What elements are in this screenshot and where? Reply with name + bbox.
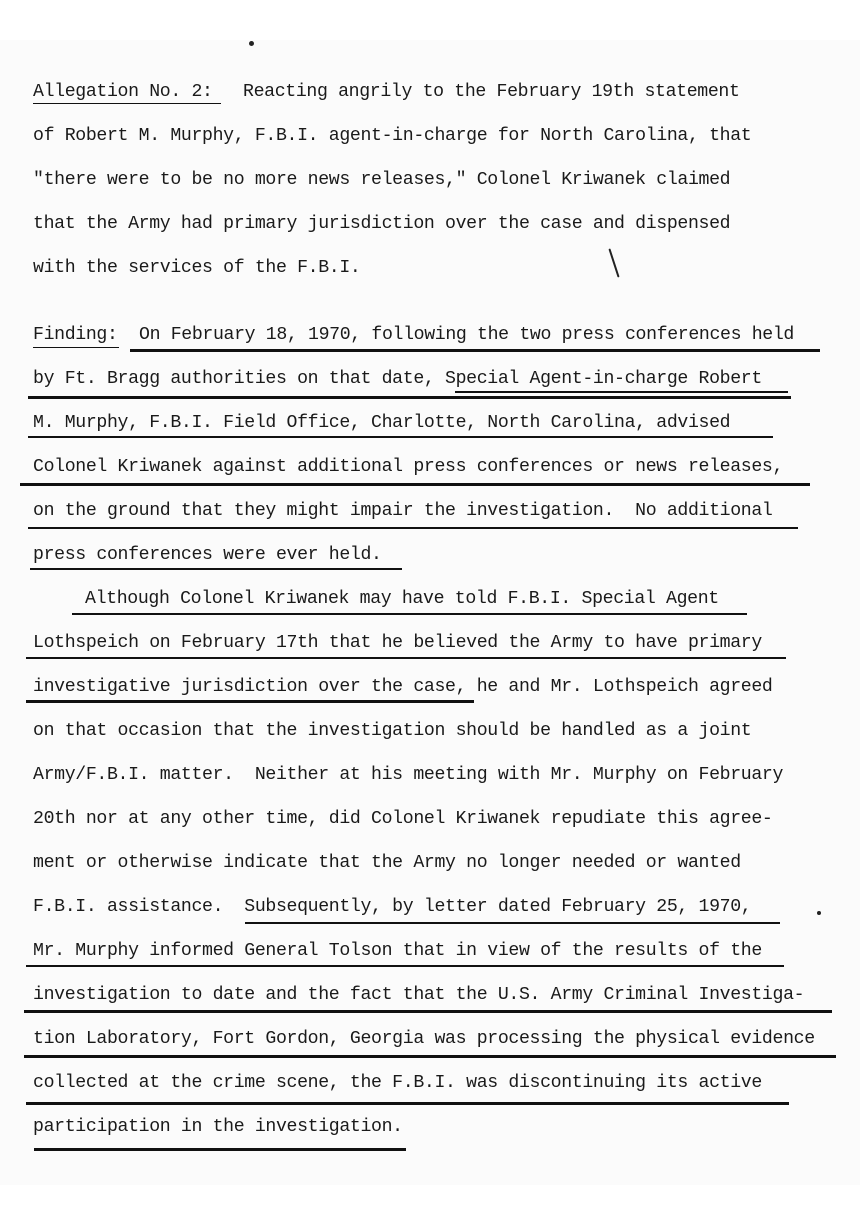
allegation-line-2: of Robert M. Murphy, F.B.I. agent-in-charge for North Carolina, that xyxy=(33,126,752,146)
finding-label: Finding: xyxy=(33,325,118,345)
paragraph2-line-9: Mr. Murphy informed General Tolson that in view of the results of the xyxy=(33,941,762,961)
handwritten-underline xyxy=(24,1010,832,1013)
handwritten-underline xyxy=(28,527,798,529)
handwritten-underline xyxy=(24,1055,836,1058)
allegation-line-1: Reacting angrily to the February 19th statement xyxy=(243,82,740,102)
paragraph2-line-3: investigative jurisdiction over the case, he and Mr. Lothspeich agreed xyxy=(33,677,773,697)
paragraph2-line-13: participation in the investigation. xyxy=(33,1117,403,1137)
paragraph2-line-1: Although Colonel Kriwanek may have told F.B.I. Special Agent xyxy=(85,589,719,609)
paragraph2-line-2: Lothspeich on February 17th that he believed the Army to have primary xyxy=(33,633,762,653)
paragraph2-line-12: collected at the crime scene, the F.B.I. was discontinuing its active xyxy=(33,1073,762,1093)
finding-line-1: On February 18, 1970, following the two press conferences held xyxy=(139,325,794,345)
allegation-label: Allegation No. 2: xyxy=(33,82,213,102)
allegation-line-5: with the services of the F.B.I. xyxy=(33,258,361,278)
handwritten-underline xyxy=(26,657,786,659)
handwritten-underline xyxy=(245,922,780,924)
paragraph2-line-5: Army/F.B.I. matter. Neither at his meeting with Mr. Murphy on February xyxy=(33,765,784,785)
paragraph2-line-11: tion Laboratory, Fort Gordon, Georgia was processing the physical evidence xyxy=(33,1029,815,1049)
finding-line-2: by Ft. Bragg authorities on that date, Special Agent-in-charge Robert xyxy=(33,369,762,389)
allegation-line-3: "there were to be no more news releases," Colonel Kriwanek claimed xyxy=(33,170,731,190)
finding-line-5: on the ground that they might impair the investigation. No additional xyxy=(33,501,773,521)
paragraph2-line-8: F.B.I. assistance. Subsequently, by letter dated February 25, 1970, xyxy=(33,897,752,917)
paragraph2-line-4: on that occasion that the investigation should be handled as a joint xyxy=(33,721,752,741)
handwritten-underline xyxy=(28,396,791,399)
finding-line-3: M. Murphy, F.B.I. Field Office, Charlotte, North Carolina, advised xyxy=(33,413,731,433)
paragraph2-line-6: 20th nor at any other time, did Colonel Kriwanek repudiate this agree- xyxy=(33,809,773,829)
allegation-line-4: that the Army had primary jurisdiction over the case and dispensed xyxy=(33,214,731,234)
handwritten-underline xyxy=(130,349,820,352)
finding-label-underline xyxy=(33,347,119,348)
finding-line-4: Colonel Kriwanek against additional press conferences or news releases, xyxy=(33,457,784,477)
handwritten-underline xyxy=(34,1148,406,1151)
paragraph2-line-7: ment or otherwise indicate that the Army no longer needed or wanted xyxy=(33,853,741,873)
handwritten-underline xyxy=(72,613,747,615)
handwritten-underline xyxy=(455,391,788,393)
paragraph2-line-10: investigation to date and the fact that the U.S. Army Criminal Investiga- xyxy=(33,985,805,1005)
handwritten-underline xyxy=(20,483,810,486)
finding-line-6: press conferences were ever held. xyxy=(33,545,382,565)
allegation-label-underline xyxy=(33,103,221,104)
handwritten-underline xyxy=(26,965,784,967)
handwritten-underline xyxy=(26,1102,789,1105)
scan-speck xyxy=(249,41,254,46)
scan-speck xyxy=(817,911,821,915)
handwritten-underline xyxy=(28,436,773,438)
handwritten-underline xyxy=(26,700,474,703)
handwritten-underline xyxy=(30,568,402,570)
